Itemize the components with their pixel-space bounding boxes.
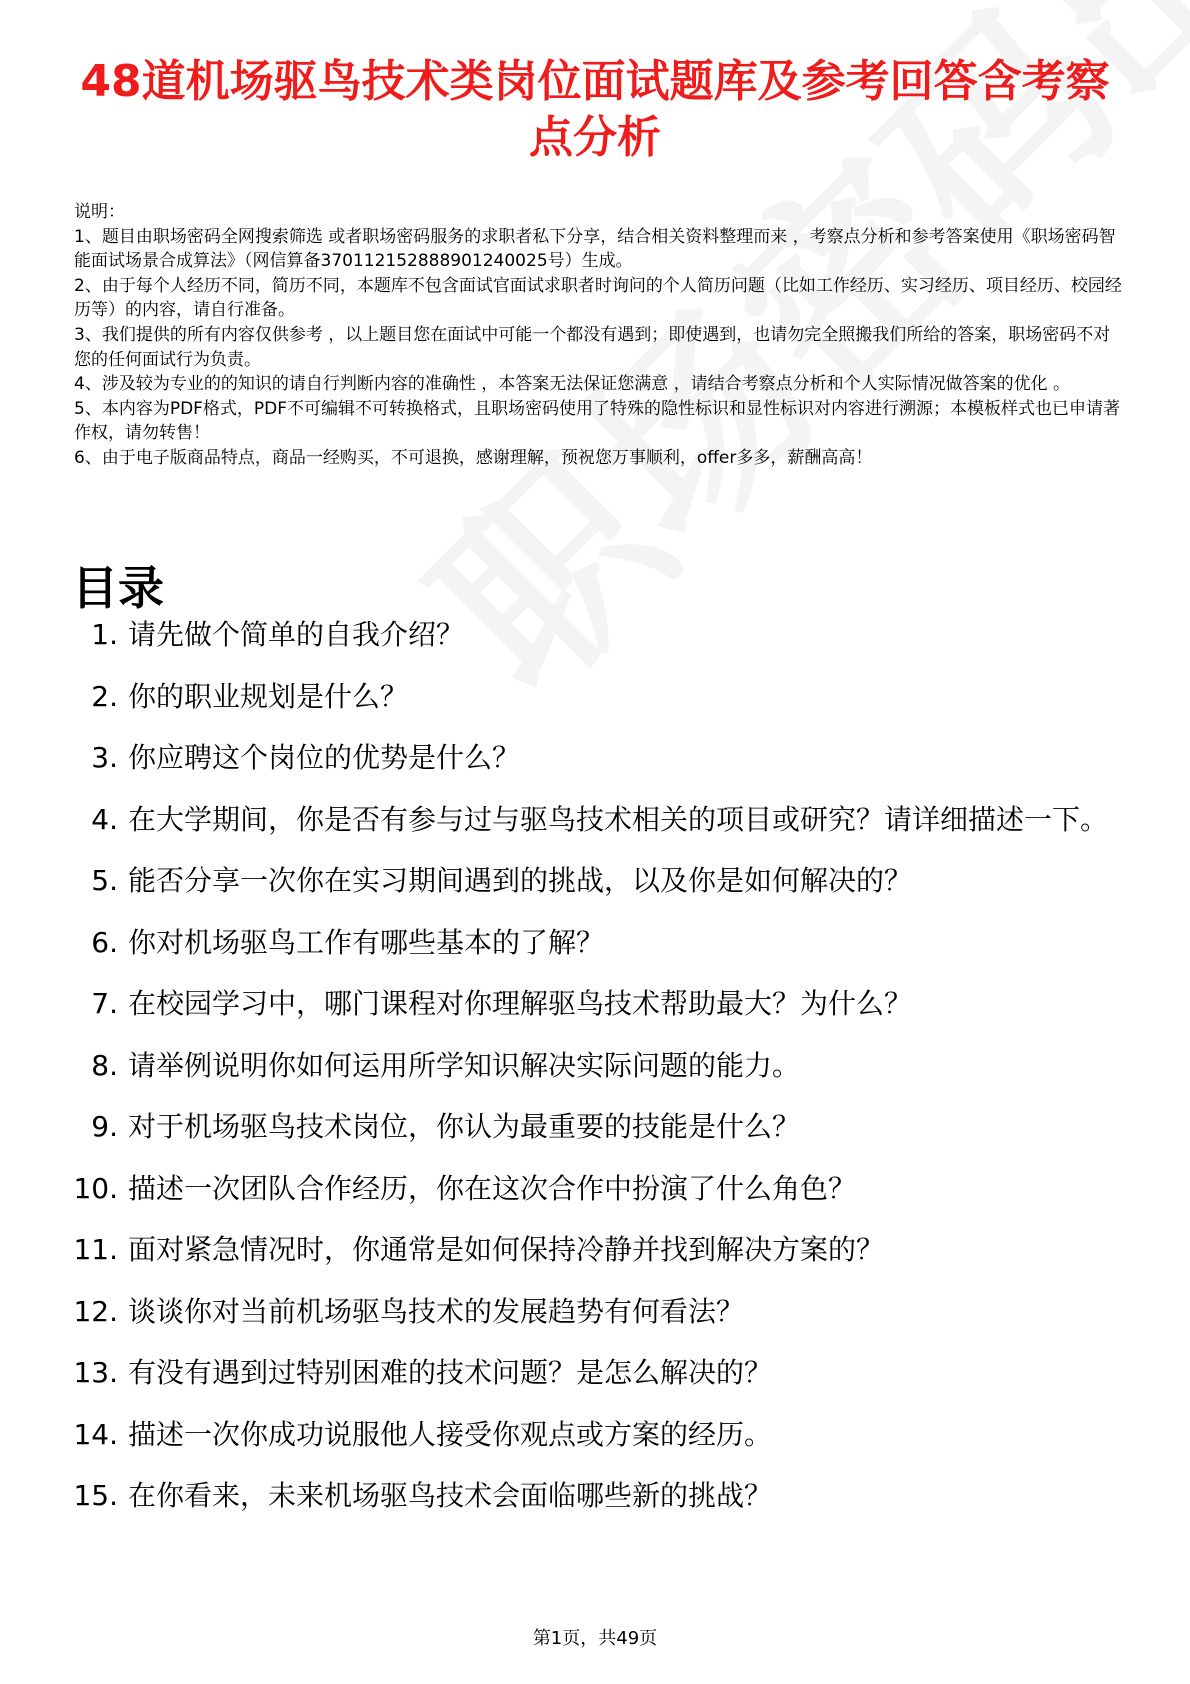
note-item: 1、题目由职场密码全网搜索筛选 或者职场密码服务的求职者私下分享，结合相关资料整理而来 ，考察点分析和参考答案使用《职场密码智能面试场景合成算法》（网信算备370112152888901240025号）生成。 [74,226,1116,272]
toc-item-number: 8. [91,1048,118,1082]
toc-item-number: 10. [73,1171,118,1205]
toc-item [60,678,1120,716]
toc-item-text: 对于机场驱鸟技术岗位，你认为最重要的技能是什么？ [128,1110,801,1143]
toc-item-text: 能否分享一次你在实习期间遇到的挑战，以及你是如何解决的？ [128,864,913,897]
toc-item [60,801,1120,839]
toc-item-number: 7. [91,987,118,1020]
toc-item [60,616,1120,654]
toc-item-number: 9. [91,1110,118,1143]
toc-item [60,1047,1120,1085]
toc-item-number: 1. [91,618,118,651]
note-item: 2、由于每个人经历不同，简历不同，本题库不包含面试官面试求职者时询问的个人简历问题（比如工作经历、实习经历、项目经历、校园经历等）的内容，请自行准备。 [74,275,1122,321]
toc-item-text: 描述一次团队合作经历，你在这次合作中扮演了什么角色？ [128,1171,857,1205]
toc-item-text: 请举例说明你如何运用所学知识解决实际问题的能力。 [128,1048,801,1082]
toc-item-text: 你的职业规划是什么？ [128,679,409,713]
toc-item-text: 有没有遇到过特别困难的技术问题？是怎么解决的？ [128,1356,773,1389]
toc-item-text: 面对紧急情况时，你通常是如何保持冷静并找到解决方案的？ [128,1233,885,1266]
toc-item-text: 谈谈你对当前机场驱鸟技术的发展趋势有何看法？ [128,1294,745,1328]
toc-item-text: 你对机场驱鸟工作有哪些基本的了解？ [128,925,605,959]
toc-item-number: 14. [73,1417,118,1451]
toc-item-number: 3. [91,741,118,774]
toc-item [60,1170,1120,1208]
toc-item-text: 你应聘这个岗位的优势是什么？ [128,741,521,774]
note-item: 3、我们提供的所有内容仅供参考 ，以上题目您在面试中可能一个都没有遇到；即使遇到，也请勿完全照搬我们所给的答案，职场密码不对您的任何面试行为负责。 [74,324,1111,370]
toc-item [60,862,1120,900]
toc-item-number: 4. [91,802,118,836]
toc-item-number: 2. [91,679,118,713]
note-item: 4、涉及较为专业的的知识的请自行判断内容的准确性 ，本答案无法保证您满意 ，请结合考察点分析和个人实际情况做答案的优化 。 [74,374,1071,395]
notes-label: 说明： [74,202,125,222]
toc-item [60,1477,1120,1515]
toc-item-text: 请先做个简单的自我介绍？ [128,618,465,651]
toc-item [60,1354,1120,1392]
toc-item-number: 13. [73,1356,118,1389]
toc-list [60,616,1120,1539]
toc-item-number: 5. [91,864,118,897]
toc-item-number: 11. [73,1233,118,1266]
toc-item [60,739,1120,777]
toc-item-number: 6. [91,925,118,959]
notes-section [74,200,1124,471]
toc-item [60,1108,1120,1146]
toc-item-text: 在你看来，未来机场驱鸟技术会面临哪些新的挑战？ [128,1479,773,1512]
toc-item-text: 描述一次你成功说服他人接受你观点或方案的经历。 [128,1417,773,1451]
toc-item [60,1293,1120,1331]
toc-item [60,924,1120,962]
toc-item-text: 在校园学习中，哪门课程对你理解驱鸟技术帮助最大？为什么？ [128,987,913,1020]
note-item: 6、由于电子版商品特点，商品一经购买，不可退换，感谢理解，预祝您万事顺利，offer多多，薪酬高高！ [74,447,873,468]
toc-item-text: 在大学期间，你是否有参与过与驱鸟技术相关的项目或研究？请详细描述一下。 [128,802,1109,836]
note-item: 5、本内容为PDF格式，PDF不可编辑不可转换格式，且职场密码使用了特殊的隐性标识和显性标识对内容进行溯源；本模板样式也已申请著作权，请勿转售！ [74,398,1121,444]
toc-item-number: 15. [73,1479,118,1512]
toc-heading: 目录 [72,561,164,615]
toc-item [60,1416,1120,1454]
toc-item-number: 12. [73,1294,118,1328]
toc-item [60,985,1120,1023]
toc-item [60,1231,1120,1269]
page-footer: 第1页，共49页 [532,1628,658,1649]
page-title: 48道机场驱鸟技术类岗位面试题库及参考回答含考察点分析 [80,56,1110,163]
